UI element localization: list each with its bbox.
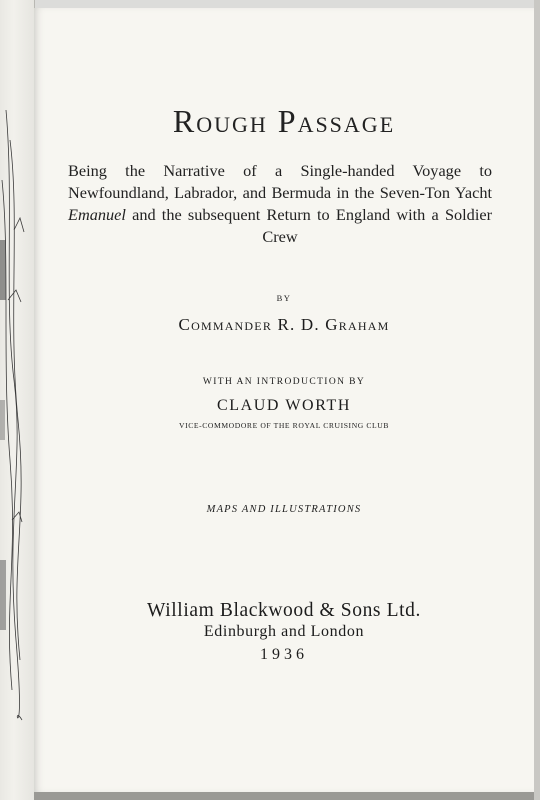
yacht-name: Emanuel [68,205,126,224]
page-bottom-edge [34,792,540,800]
title-word-rest: ough [196,103,268,139]
title-page [34,8,534,792]
introduction-author: CLAUD WORTH [216,397,352,414]
subtitle-text: and the subsequent Return to England with a Soldier Crew [125,205,492,246]
publication-year: 1936 [260,646,308,663]
introduction-author-role: VICE-COMMODORE OF THE ROYAL CRUISING CLUB [178,421,390,430]
title-initial: P [277,103,298,139]
facing-page-edge [0,0,35,800]
book-title [34,103,534,140]
subtitle-text: Being the Narrative of a Single-handed Voyage to Newfoundland, Labrador, and Bermuda in the Seven-Ton Yacht [68,161,492,202]
title-initial: R [172,103,197,139]
page-right-edge [534,0,540,800]
title-word-rest: assage [297,103,396,139]
publisher-city: Edinburgh and London [203,623,365,640]
book-subtitle [68,160,492,248]
by-line: BY [276,293,292,303]
author-name: Commander R. D. Graham [178,315,390,334]
maps-note: MAPS AND ILLUSTRATIONS [206,504,362,515]
publisher-name: William Blackwood & Sons Ltd. [147,600,421,621]
facing-page-illustration [0,0,34,800]
introduction-credit: WITH AN INTRODUCTION BY [202,377,366,387]
